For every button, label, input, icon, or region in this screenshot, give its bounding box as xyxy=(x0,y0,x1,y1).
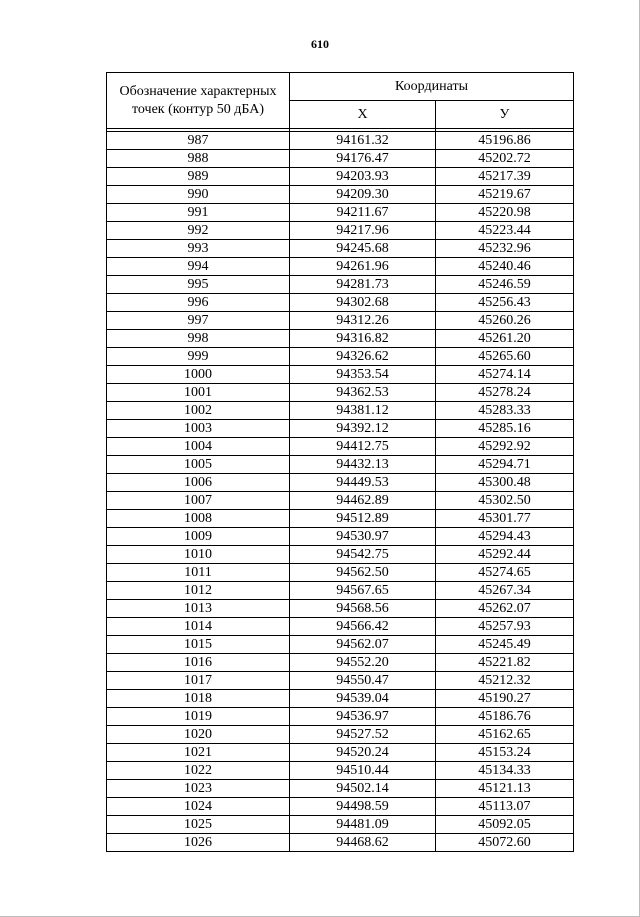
y-coordinate-cell: 45301.77 xyxy=(436,510,574,528)
point-id-cell: 996 xyxy=(107,294,290,312)
table-row xyxy=(107,672,574,690)
y-coordinate-cell: 45283.33 xyxy=(436,402,574,420)
x-coordinate-cell: 94562.07 xyxy=(290,636,436,654)
x-coordinate-cell: 94542.75 xyxy=(290,546,436,564)
table-row xyxy=(107,438,574,456)
table-row xyxy=(107,294,574,312)
header-point-label: Обозначение характерных точек (контур 50 дБА) xyxy=(107,73,290,129)
y-coordinate-cell: 45190.27 xyxy=(436,690,574,708)
point-id-cell: 998 xyxy=(107,330,290,348)
y-coordinate-cell: 45294.43 xyxy=(436,528,574,546)
x-coordinate-cell: 94539.04 xyxy=(290,690,436,708)
x-coordinate-cell: 94566.42 xyxy=(290,618,436,636)
y-coordinate-cell: 45212.32 xyxy=(436,672,574,690)
x-coordinate-cell: 94316.82 xyxy=(290,330,436,348)
y-coordinate-cell: 45246.59 xyxy=(436,276,574,294)
coordinates-table xyxy=(106,72,574,852)
y-coordinate-cell: 45274.65 xyxy=(436,564,574,582)
point-id-cell: 1012 xyxy=(107,582,290,600)
y-coordinate-cell: 45260.26 xyxy=(436,312,574,330)
table-row xyxy=(107,510,574,528)
x-coordinate-cell: 94209.30 xyxy=(290,186,436,204)
table-row xyxy=(107,420,574,438)
x-coordinate-cell: 94302.68 xyxy=(290,294,436,312)
table-row xyxy=(107,564,574,582)
y-coordinate-cell: 45221.82 xyxy=(436,654,574,672)
point-id-cell: 999 xyxy=(107,348,290,366)
y-coordinate-cell: 45267.34 xyxy=(436,582,574,600)
point-id-cell: 987 xyxy=(107,132,290,150)
y-coordinate-cell: 45113.07 xyxy=(436,798,574,816)
y-coordinate-cell: 45092.05 xyxy=(436,816,574,834)
x-coordinate-cell: 94281.73 xyxy=(290,276,436,294)
table-row xyxy=(107,798,574,816)
y-coordinate-cell: 45300.48 xyxy=(436,474,574,492)
x-coordinate-cell: 94353.54 xyxy=(290,366,436,384)
page-number: 610 xyxy=(311,37,329,51)
x-coordinate-cell: 94312.26 xyxy=(290,312,436,330)
point-id-cell: 1002 xyxy=(107,402,290,420)
point-id-cell: 1024 xyxy=(107,798,290,816)
table-row xyxy=(107,348,574,366)
y-coordinate-cell: 45162.65 xyxy=(436,726,574,744)
table-row xyxy=(107,816,574,834)
point-id-cell: 1004 xyxy=(107,438,290,456)
point-id-cell: 988 xyxy=(107,150,290,168)
x-coordinate-cell: 94481.09 xyxy=(290,816,436,834)
x-coordinate-cell: 94432.13 xyxy=(290,456,436,474)
table-row xyxy=(107,456,574,474)
table-row xyxy=(107,168,574,186)
x-coordinate-cell: 94217.96 xyxy=(290,222,436,240)
x-coordinate-cell: 94176.47 xyxy=(290,150,436,168)
point-id-cell: 1025 xyxy=(107,816,290,834)
x-coordinate-cell: 94568.56 xyxy=(290,600,436,618)
y-coordinate-cell: 45278.24 xyxy=(436,384,574,402)
y-coordinate-cell: 45274.14 xyxy=(436,366,574,384)
point-id-cell: 1000 xyxy=(107,366,290,384)
x-coordinate-cell: 94362.53 xyxy=(290,384,436,402)
x-coordinate-cell: 94512.89 xyxy=(290,510,436,528)
x-coordinate-cell: 94203.93 xyxy=(290,168,436,186)
y-coordinate-cell: 45186.76 xyxy=(436,708,574,726)
table-row xyxy=(107,474,574,492)
x-coordinate-cell: 94326.62 xyxy=(290,348,436,366)
table-row xyxy=(107,600,574,618)
table-row xyxy=(107,726,574,744)
table-row xyxy=(107,330,574,348)
point-id-cell: 1009 xyxy=(107,528,290,546)
table-row xyxy=(107,618,574,636)
table-row xyxy=(107,582,574,600)
point-id-cell: 1013 xyxy=(107,600,290,618)
table-row xyxy=(107,636,574,654)
point-id-cell: 1022 xyxy=(107,762,290,780)
point-id-cell: 993 xyxy=(107,240,290,258)
x-coordinate-cell: 94552.20 xyxy=(290,654,436,672)
table-row xyxy=(107,762,574,780)
point-id-cell: 1007 xyxy=(107,492,290,510)
x-coordinate-cell: 94449.53 xyxy=(290,474,436,492)
table-row xyxy=(107,492,574,510)
y-coordinate-cell: 45261.20 xyxy=(436,330,574,348)
point-id-cell: 992 xyxy=(107,222,290,240)
point-id-cell: 997 xyxy=(107,312,290,330)
table-row xyxy=(107,276,574,294)
y-coordinate-cell: 45262.07 xyxy=(436,600,574,618)
y-coordinate-cell: 45196.86 xyxy=(436,132,574,150)
y-coordinate-cell: 45121.13 xyxy=(436,780,574,798)
y-coordinate-cell: 45302.50 xyxy=(436,492,574,510)
table-row xyxy=(107,654,574,672)
y-coordinate-cell: 45257.93 xyxy=(436,618,574,636)
table-row xyxy=(107,240,574,258)
header-x: Х xyxy=(290,101,436,129)
table-row xyxy=(107,150,574,168)
table-row xyxy=(107,132,574,150)
x-coordinate-cell: 94468.62 xyxy=(290,834,436,852)
table-row xyxy=(107,690,574,708)
table-row xyxy=(107,708,574,726)
y-coordinate-cell: 45223.44 xyxy=(436,222,574,240)
point-id-cell: 994 xyxy=(107,258,290,276)
point-id-cell: 1023 xyxy=(107,780,290,798)
y-coordinate-cell: 45232.96 xyxy=(436,240,574,258)
point-id-cell: 1015 xyxy=(107,636,290,654)
header-y: У xyxy=(436,101,574,129)
x-coordinate-cell: 94520.24 xyxy=(290,744,436,762)
table-row xyxy=(107,312,574,330)
y-coordinate-cell: 45292.44 xyxy=(436,546,574,564)
header-coordinates: Координаты xyxy=(290,73,574,101)
point-id-cell: 1005 xyxy=(107,456,290,474)
x-coordinate-cell: 94498.59 xyxy=(290,798,436,816)
point-id-cell: 1003 xyxy=(107,420,290,438)
point-id-cell: 1010 xyxy=(107,546,290,564)
point-id-cell: 1016 xyxy=(107,654,290,672)
point-id-cell: 1021 xyxy=(107,744,290,762)
y-coordinate-cell: 45202.72 xyxy=(436,150,574,168)
x-coordinate-cell: 94412.75 xyxy=(290,438,436,456)
y-coordinate-cell: 45245.49 xyxy=(436,636,574,654)
point-id-cell: 1008 xyxy=(107,510,290,528)
y-coordinate-cell: 45134.33 xyxy=(436,762,574,780)
table-row xyxy=(107,402,574,420)
table-row xyxy=(107,366,574,384)
point-id-cell: 1006 xyxy=(107,474,290,492)
table-row xyxy=(107,258,574,276)
point-id-cell: 1001 xyxy=(107,384,290,402)
y-coordinate-cell: 45219.67 xyxy=(436,186,574,204)
x-coordinate-cell: 94536.97 xyxy=(290,708,436,726)
table-row xyxy=(107,222,574,240)
y-coordinate-cell: 45292.92 xyxy=(436,438,574,456)
y-coordinate-cell: 45153.24 xyxy=(436,744,574,762)
x-coordinate-cell: 94530.97 xyxy=(290,528,436,546)
x-coordinate-cell: 94550.47 xyxy=(290,672,436,690)
y-coordinate-cell: 45256.43 xyxy=(436,294,574,312)
x-coordinate-cell: 94381.12 xyxy=(290,402,436,420)
point-id-cell: 991 xyxy=(107,204,290,222)
point-id-cell: 1026 xyxy=(107,834,290,852)
point-id-cell: 1017 xyxy=(107,672,290,690)
point-id-cell: 990 xyxy=(107,186,290,204)
table-row xyxy=(107,384,574,402)
x-coordinate-cell: 94502.14 xyxy=(290,780,436,798)
point-id-cell: 1020 xyxy=(107,726,290,744)
x-coordinate-cell: 94462.89 xyxy=(290,492,436,510)
x-coordinate-cell: 94527.52 xyxy=(290,726,436,744)
x-coordinate-cell: 94211.67 xyxy=(290,204,436,222)
table-row xyxy=(107,744,574,762)
x-coordinate-cell: 94562.50 xyxy=(290,564,436,582)
point-id-cell: 989 xyxy=(107,168,290,186)
y-coordinate-cell: 45285.16 xyxy=(436,420,574,438)
x-coordinate-cell: 94510.44 xyxy=(290,762,436,780)
point-id-cell: 1019 xyxy=(107,708,290,726)
point-id-cell: 1014 xyxy=(107,618,290,636)
y-coordinate-cell: 45294.71 xyxy=(436,456,574,474)
table-row xyxy=(107,546,574,564)
x-coordinate-cell: 94392.12 xyxy=(290,420,436,438)
y-coordinate-cell: 45240.46 xyxy=(436,258,574,276)
point-id-cell: 995 xyxy=(107,276,290,294)
table-row xyxy=(107,780,574,798)
table-body xyxy=(107,132,574,852)
table-row xyxy=(107,186,574,204)
x-coordinate-cell: 94161.32 xyxy=(290,132,436,150)
x-coordinate-cell: 94245.68 xyxy=(290,240,436,258)
y-coordinate-cell: 45265.60 xyxy=(436,348,574,366)
x-coordinate-cell: 94261.96 xyxy=(290,258,436,276)
y-coordinate-cell: 45220.98 xyxy=(436,204,574,222)
table-row xyxy=(107,528,574,546)
x-coordinate-cell: 94567.65 xyxy=(290,582,436,600)
point-id-cell: 1018 xyxy=(107,690,290,708)
y-coordinate-cell: 45072.60 xyxy=(436,834,574,852)
y-coordinate-cell: 45217.39 xyxy=(436,168,574,186)
table-row xyxy=(107,204,574,222)
table-row xyxy=(107,834,574,852)
point-id-cell: 1011 xyxy=(107,564,290,582)
